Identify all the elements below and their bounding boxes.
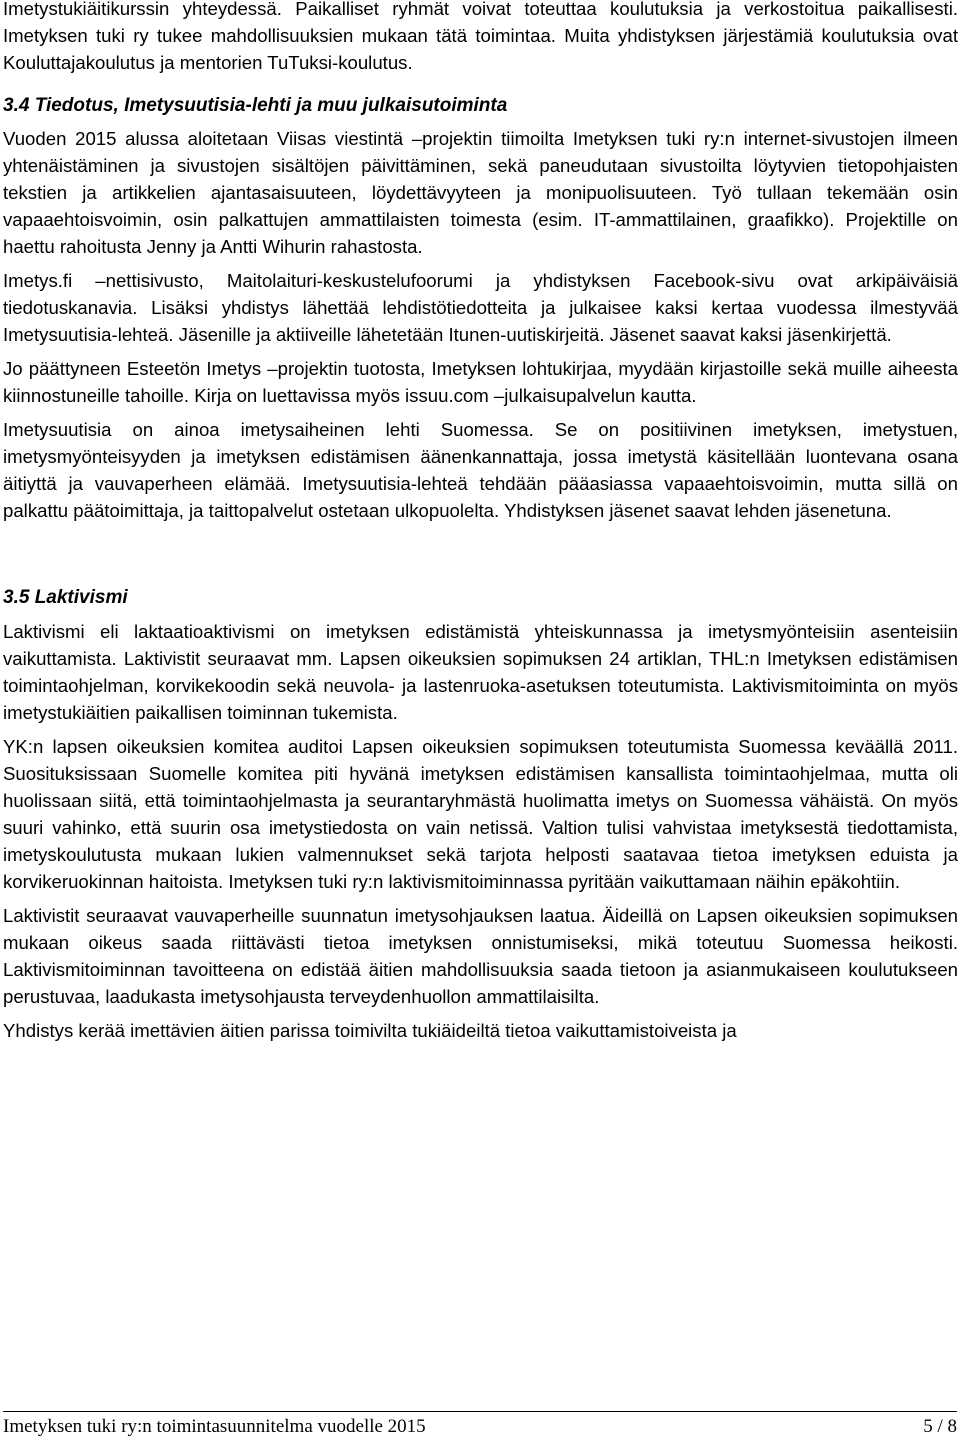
section-heading: 3.5 Laktivismi — [3, 587, 128, 608]
footer-title: Imetyksen tuki ry:n toimintasuunnitelma vuodelle 2015 — [3, 1416, 426, 1437]
paragraph: YK:n lapsen oikeuksien komitea auditoi Lapsen oikeuksien sopimuksen toteutumista Suomessa keväällä 2011. Suosituksissaan Suomelle komitea piti hyvänä imetyksen edistämisen kansallista toimintaohjelmaa, mutta oli huolissaan siitä, että toimintaohjelmasta ja seurantaryhmästä huolimatta imetys on Suomessa vähäistä. On myös suuri vahinko, että suurin osa imetystiedosta on vain netissä. Valtion tulisi vahvistaa imetyksestä tiedottamista, imetyskoulutusta mukaan lukien valmennukset sekä tarjota helposti saatavaa tietoa imetyksen eduista ja korvikeruokinnan haitoista. Imetyksen tuki ry:n laktivismitoiminnassa pyritään vaikuttamaan näihin epäkohtiin. — [3, 736, 958, 892]
intro-paragraph: Imetystukiäitikurssin yhteydessä. Paikalliset ryhmät voivat toteuttaa koulutuksia ja verkostoitua paikallisesti. Imetyksen tuki ry tukee mahdollisuuksien mukaan tätä toimintaa. Muita yhdistyksen järjestämiä koulutuksia ovat Kouluttajakoulutus ja mentorien TuTuksi-koulutus. — [3, 0, 958, 73]
paragraph: Jo päättyneen Esteetön Imetys –projektin tuotosta, Imetyksen lohtukirjaa, myydään kirjastoille sekä muille aiheesta kiinnostuneille tahoille. Kirja on luettavissa myös issuu.com –julkaisupalvelun kautta. — [3, 358, 958, 406]
section-heading: 3.4 Tiedotus, Imetysuutisia-lehti ja muu julkaisutoiminta — [3, 95, 508, 116]
paragraph: Imetys.fi –nettisivusto, Maitolaituri-keskustelufoorumi ja yhdistyksen Facebook-sivu ovat arkipäiväisiä tiedotuskanavia. Lisäksi yhdistys lähettää lehdistötiedotteita ja julkaisee kaksi kertaa vuodessa ilmestyvää Imetysuutisia-lehteä. Jäsenille ja aktiiveille lähetetään Itunen-uutiskirjeitä. Jäsenet saavat kaksi jäsenkirjettä. — [3, 270, 958, 345]
page-footer — [3, 1414, 957, 1440]
footer-divider — [3, 1411, 957, 1412]
paragraph: Yhdistys kerää imettävien äitien parissa toimivilta tukiäideiltä tietoa vaikuttamistoiveista ja — [3, 1020, 737, 1041]
paragraph: Laktivismi eli laktaatioaktivismi on imetyksen edistämistä yhteiskunnassa ja imetysmyönteisiin asenteisiin vaikuttamista. Laktivistit seuraavat mm. Lapsen oikeuksien sopimuksen 24 artiklan, THL:n Imetyksen edistämisen toimintaohjelman, korvikekoodin sekä neuvola- ja lastenruoka-asetuksen toteutumista. Laktivismitoiminta on myös imetystukiäitien paikallisen toiminnan tukemista. — [3, 621, 958, 723]
paragraph: Laktivistit seuraavat vauvaperheille suunnatun imetysohjauksen laatua. Äideillä on Lapsen oikeuksien sopimuksen mukaan oikeus saada riittävästi tietoa imetyksen onnistumiseksi, mikä toteutuu Suomessa heikosti. Laktivismitoiminnan tavoitteena on edistää äitien mahdollisuuksia saada tietoon ja asianmukaiseen koulutukseen perustuvaa, laadukasta imetysohjausta terveydenhuollon ammattilaisilta. — [3, 905, 958, 1007]
paragraph: Imetysuutisia on ainoa imetysaiheinen lehti Suomessa. Se on positiivinen imetyksen, imetystuen, imetysmyönteisyyden ja imetyksen edistämisen äänenkannattaja, jossa imetystä käsitellään luontevana osana äitiyttä ja vauvaperheen elämää. Imetysuutisia-lehteä tehdään pääasiassa vapaaehtoisvoimin, mutta sillä on palkattu päätoimittaja, ja taittopalvelut ostetaan ulkopuolelta. Yhdistyksen jäsenet saavat lehden jäsenetuna. — [3, 419, 958, 521]
section-3-5 — [3, 584, 958, 1044]
paragraph: Vuoden 2015 alussa aloitetaan Viisas viestintä –projektin tiimoilta Imetyksen tuki ry:n internet-sivustojen ilmeen yhtenäistäminen ja sivustojen sisältöjen päivittäminen, sekä paneudutaan sivustoilta löytyvien tietopohjaisten tekstien ja artikkelien ajantasaisuuteen, löydettävyyteen ja monipuolisuuteen. Työ tullaan tekemään osin vapaaehtoisvoimin, osin palkattujen ammattilaisten toimesta (esim. IT-ammattilainen, graafikko). Projektille on haettu rahoitusta Jenny ja Antti Wihurin rahastosta. — [3, 128, 958, 257]
page-number: 5 / 8 — [923, 1416, 957, 1437]
section-3-4 — [3, 92, 958, 524]
